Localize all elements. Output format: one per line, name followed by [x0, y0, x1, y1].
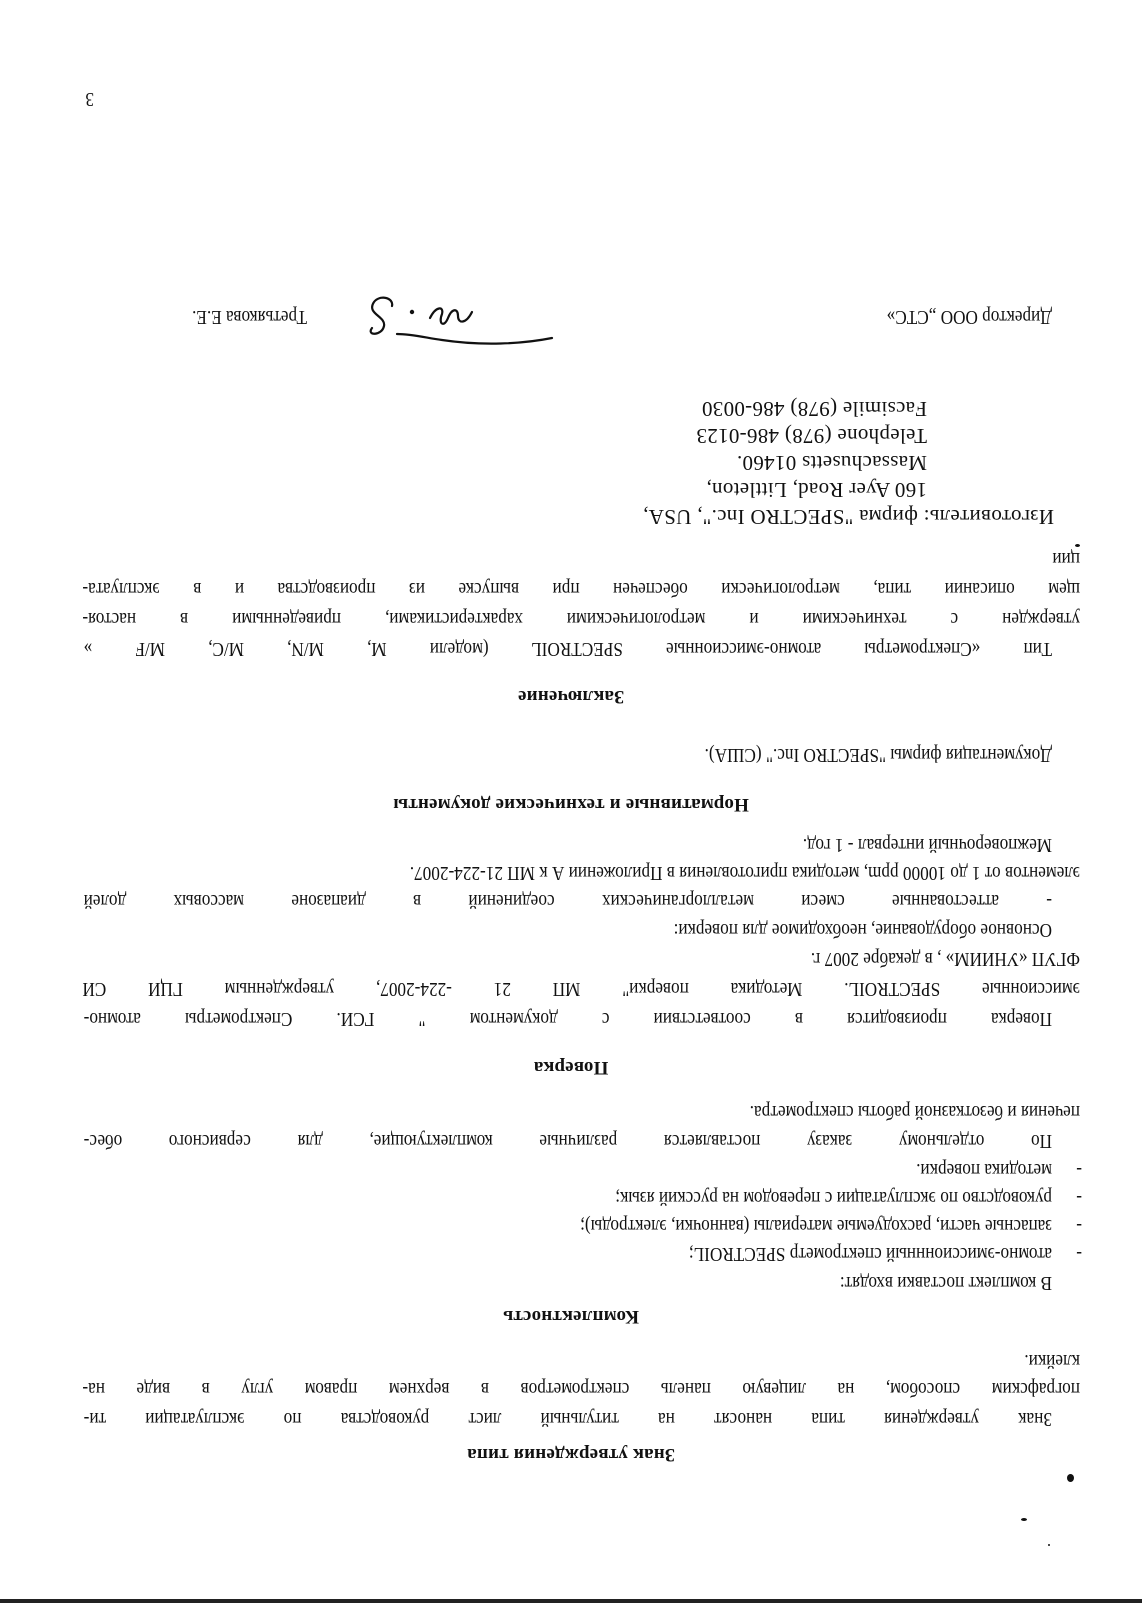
approval-line-3: клейки.: [1024, 1350, 1080, 1372]
verification-equipment-line-1: - аттестованные смеси металлорганических соединений в диапазоне массовых долей: [83, 890, 1052, 912]
conclusion-line-3: щем описании типа, метрологически обеспечен при выпуске из производства и в эксплуата-: [82, 578, 1080, 600]
completeness-intro: В комплект поставки входят:: [839, 1272, 1052, 1294]
conclusion-line-2: утвержден с техническими и метрологическими характеристиками, приведенными в настоя-: [82, 608, 1080, 630]
completeness-item-4: методика поверки.: [916, 1159, 1052, 1181]
scan-speck: [1021, 1518, 1027, 1521]
manufacturer-address-street: 160 Ayer Road, Littleton,: [706, 478, 927, 502]
approval-line-1: Знак утверждения типа наносят на титульный лист руководства по эксплуатации ти-: [83, 1408, 1052, 1430]
scan-speck: [1067, 1474, 1074, 1482]
manufacturer-line-1: Изготовитель: фирма "SPECTRO Inc.", USA,: [642, 505, 1054, 529]
completeness-item-1: атомно-эмиссионнный спектрометр SPECTROIL;: [688, 1243, 1052, 1265]
heading-normative-docs: Нормативные и технические документы: [393, 794, 749, 815]
verification-line-3: ФГУП «УНИИМ» , в декабре 2007 г.: [810, 948, 1080, 970]
completeness-item-2: запасные части, расходуемые материалы (ванночки, электроды);: [580, 1215, 1052, 1237]
bullet-dash: -: [1076, 1187, 1082, 1209]
manufacturer-telephone: Telephone (978) 486-0123: [696, 424, 927, 448]
completeness-note-line-2: печения и безотказной работы спектрометра.: [749, 1101, 1080, 1123]
scan-edge-line: [0, 1599, 1142, 1603]
handwritten-signature-icon: [322, 278, 562, 358]
conclusion-line-4: ции: [1052, 548, 1080, 570]
completeness-item-3: руководство по эксплуатации с переводом на русский язык;: [615, 1187, 1052, 1209]
scan-speck: [1075, 544, 1080, 547]
heading-approval-mark: Знак утверждения типа: [467, 1444, 675, 1465]
signatory-name: Третьякова Е.Е.: [192, 306, 307, 328]
completeness-note-line-1: По отдельному заказу поставляется различные комплектующие, для сервисного обес-: [83, 1130, 1052, 1152]
normative-docs-text: Документация фирмы "SPECTRO Inc." (США).: [704, 744, 1052, 766]
manufacturer-facsimile: Facsimile (978) 486-0030: [701, 397, 927, 421]
heading-conclusion: Заключение: [517, 686, 625, 707]
verification-line-2: эмиссионные SPECTROIL. Методика поверки" МП 21 -224-2007, утвержденным ГЦИ СИ: [82, 978, 1080, 1000]
page-number: 3: [85, 88, 94, 110]
bullet-dash: -: [1076, 1215, 1082, 1237]
manufacturer-address-state: Massachusetts 01460.: [736, 451, 927, 475]
approval-line-2: пографским способом, на лицевую панель спектрометров в верхнем правом углу в виде на-: [82, 1378, 1080, 1400]
scan-speck: [1048, 1544, 1050, 1546]
heading-verification: Поверка: [533, 1057, 609, 1078]
heading-completeness: Комплектность: [502, 1306, 640, 1327]
verification-equipment-line-2: элементов от 1 до 10000 ppm, методика приготовления в Приложении А к МП 21-224-2007.: [409, 862, 1080, 884]
signature-title: Директор ООО „СТС»: [886, 306, 1052, 328]
verification-equipment-intro: Основное оборудование, необходимое для поверки:: [673, 919, 1052, 941]
bullet-dash: -: [1076, 1243, 1082, 1265]
conclusion-line-1: Тип «Спектрометры атомно-эмиссионные SPECTROIL (модели M, M/N, M/C, M/F »: [83, 638, 1052, 660]
verification-line-1: Поверка производится в соответствии с документом " ГСИ. Спектрометры атомно-: [83, 1008, 1052, 1030]
verification-interval: Межповерочный интервал - 1 год.: [802, 834, 1052, 856]
bullet-dash: -: [1076, 1159, 1082, 1181]
